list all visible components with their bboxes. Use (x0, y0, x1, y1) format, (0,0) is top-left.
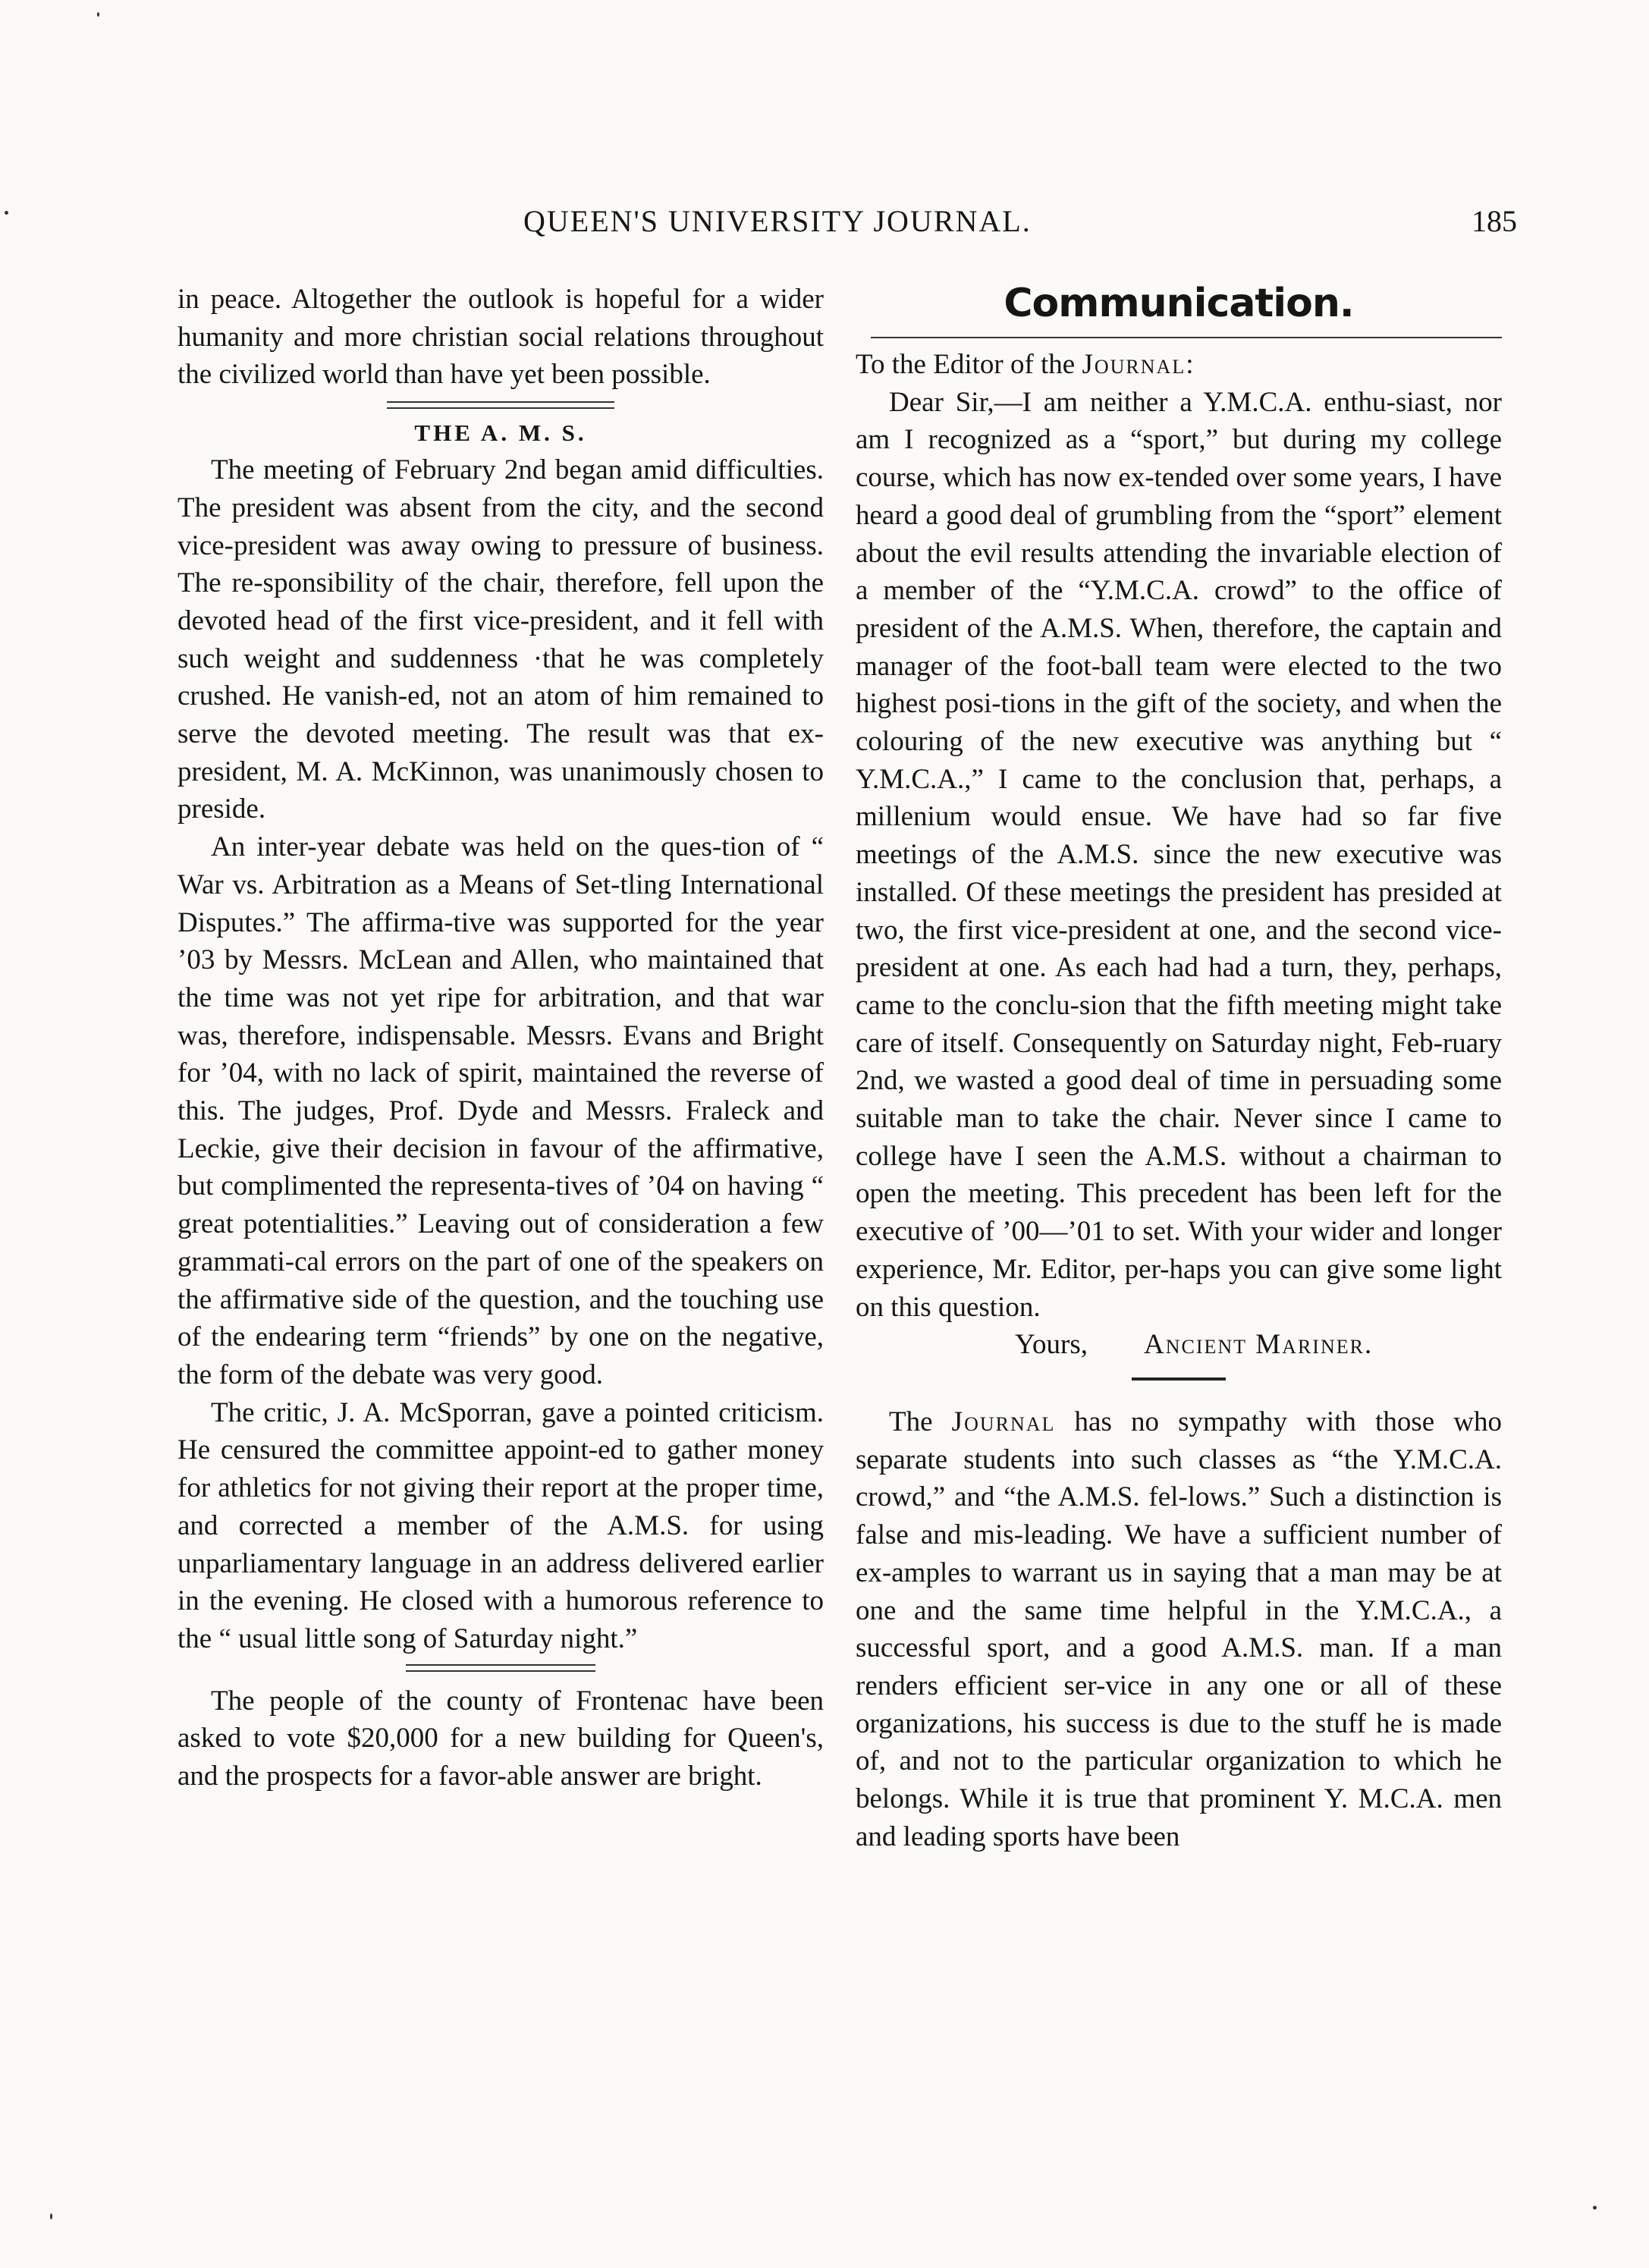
scan-speck (97, 12, 99, 17)
reply-journal: Journal (951, 1406, 1056, 1437)
intro-paragraph: in peace. Altogether the outlook is hopeful for a wider humanity and more christian social relations throughout the civilized world than have yet been possible. (177, 284, 824, 391)
heading-rule (871, 337, 1502, 338)
right-column (856, 281, 1502, 1855)
scan-speck (5, 211, 8, 215)
scan-speck (1593, 2206, 1597, 2210)
reply-body: has no sympathy with those who separate students into such classes as “the Y.M.C.A. crowd,” and “the A.M.S. fel-lows.” Such a distinction is false and mis-leading. We have a sufficient number of ex-amples to warrant us in saying that a man may be at one and the same time helpful in the Y.M.C.A., a successful sport, and a good A.M.S. man. If a man renders efficient ser-vice in any one or all of these organizations, his success is due to the stuff he is made of, and not to the particular organization to which he belongs. While it is true that prominent Y. M.C.A. men and leading sports have been (856, 1406, 1503, 1852)
paragraph-frontenac: The people of the county of Frontenac have been asked to vote $20,000 for a new building for Queen's, and the prospects for a favor-able answer are bright. (177, 1685, 824, 1792)
salutation-suffix: : (1186, 349, 1194, 380)
section-divider-2 (406, 1664, 595, 1672)
salutation (856, 346, 1502, 384)
section-divider (387, 401, 614, 409)
page-header (523, 203, 1517, 249)
short-divider (1132, 1377, 1226, 1381)
paragraph-debate: An inter-year debate was held on the ques-tion of “ War vs. Arbitration as a Means of Set-tling International Disputes.” The affirma-tive was supported for the year ’03 by Messrs. McLean and Allen, who maintained that the time was not yet ripe for arbitration, and that war was, therefore, indispensable. Messrs. Evans and Bright for ’04, with no lack of spirit, maintained the reverse of this. The judges, Prof. Dyde and Messrs. Fraleck and Leckie, give their decision in favour of the affirmative, but complimented the representa-tives of ’04 on having “ great potentialities.” Leaving out of consideration a few grammati-cal errors on the part of one of the speakers on the affirmative side of the question, and the touching use of the endearing term “friends” by one on the negative, the form of the debate was very good. (177, 831, 824, 1390)
signoff-name: Ancient Mariner. (1144, 1329, 1374, 1361)
communication-heading: Communication. (1004, 281, 1354, 326)
letter-body: Dear Sir,—I am neither a Y.M.C.A. enthu-siast, nor am I recognized as a “sport,” but during my college course, which has now ex-tended over some years, I have heard a good deal of grumbling from the “sport” element about the evil results attending the invariable election of a member of the “Y.M.C.A. crowd” to the office of president of the A.M.S. When, therefore, the captain and manager of the foot-ball team were elected to the two highest posi-tions in the gift of the society, and when the colouring of the new executive was anything but “ Y.M.C.A.,” I came to the conclusion that, perhaps, a millenium would ensue. We have had so far five meetings of the A.M.S. since the new executive was installed. Of these meetings the president has presided at two, the first vice-president at one, and the second vice-president at one. As each had had a turn, they, perhaps, came to the conclu-sion that the fifth meeting might take care of itself. Consequently on Saturday night, Feb-ruary 2nd, we wasted a good deal of time in persuading some suitable man to take the chair. Never since I came to college have I seen the A.M.S. without a chairman to open the meeting. This precedent has been left for the executive of ’00—’01 to set. With your wider and longer experience, Mr. Editor, per-haps you can give some light on this question. (856, 386, 1502, 1323)
salutation-prefix: To the Editor of the (856, 349, 1076, 380)
page-number: 185 (1472, 204, 1517, 238)
paragraph-meeting: The meeting of February 2nd began amid difficulties. The president was absent from the city, and the second vice-president was away owing to pressure of business. The re-sponsibility of the chair, therefore, fell upon the devoted head of the first vice-president, and it fell with such weight and suddenness ·that he was completely crushed. He vanish-ed, not an atom of him remained to serve the devoted meeting. The result was that ex-president, M. A. McKinnon, was unanimously chosen to preside. (177, 454, 824, 825)
reply-paragraph (856, 1403, 1502, 1855)
running-head: QUEEN'S UNIVERSITY JOURNAL. (523, 204, 1032, 238)
salutation-journal: Journal (1082, 349, 1186, 380)
signoff (856, 1326, 1502, 1364)
scan-speck (50, 2213, 52, 2219)
paragraph-critic: The critic, J. A. McSporran, gave a pointed criticism. He censured the committee appoint-ed to gather money for athletics for not giving their report at the proper time, and corrected a member of the A.M.S. for using unparliamentary language in an address delivered earlier in the evening. He closed with a humorous reference to the “ usual little song of Saturday night.” (177, 1396, 824, 1654)
section-title: THE A. M. S. (414, 419, 587, 447)
left-column (177, 281, 824, 1795)
signoff-yours: Yours, (1015, 1329, 1088, 1361)
reply-prefix: The (889, 1406, 933, 1437)
